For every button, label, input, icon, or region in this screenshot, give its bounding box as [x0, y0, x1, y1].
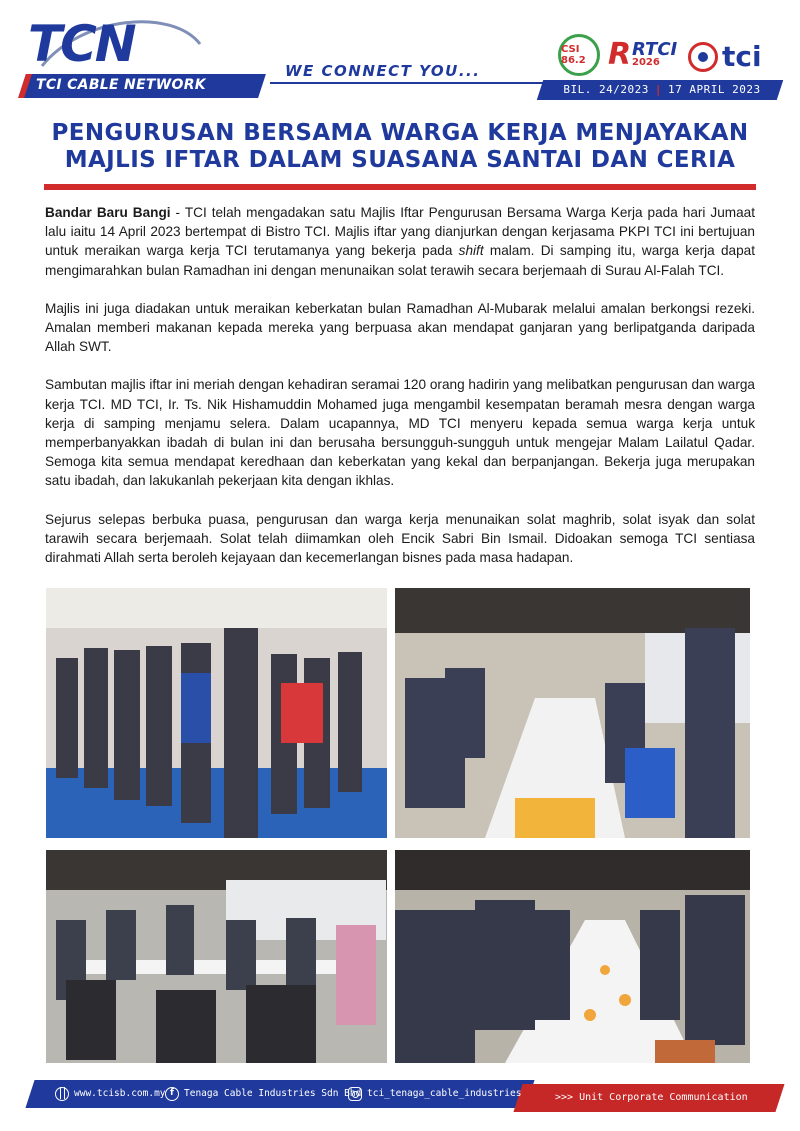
instagram-text: tci_tenaga_cable_industries	[367, 1088, 522, 1099]
article-title	[40, 120, 760, 174]
photo-long-table	[395, 850, 750, 1063]
paragraph-1-emphasis: shift	[458, 243, 484, 259]
issue-info	[548, 82, 776, 98]
paragraph-1-text-b: malam. Di samping itu, warga kerja dapat mengimarahkan bulan Ramadhan ini dengan menunaikan solat terawih secara berjemaah di Surau Al-Falah TCI.	[45, 243, 755, 278]
logo-wordmark: TCN	[28, 15, 135, 73]
footer-website[interactable]	[55, 1086, 166, 1102]
title-line-2: MAJLIS IFTAR DALAM SUASANA SANTAI DAN CERIA	[64, 147, 736, 173]
tci-ring-icon	[688, 42, 718, 72]
rtci-year: 2026	[632, 57, 660, 68]
photo-speech	[395, 588, 750, 838]
tci-logo	[688, 40, 778, 74]
footer-instagram[interactable]	[348, 1086, 521, 1102]
tcn-logo	[22, 14, 272, 100]
logo-banner-text: TCI CABLE NETWORK	[36, 77, 206, 93]
rtci-label: RTCI	[632, 39, 678, 60]
csi-badge: CSI 86.2	[558, 34, 600, 76]
article-body	[45, 203, 755, 586]
footer-facebook[interactable]	[165, 1086, 361, 1102]
tagline-rule	[270, 82, 560, 84]
paragraph-1	[45, 203, 755, 280]
title-line-1: PENGURUSAN BERSAMA WARGA KERJA MENJAYAKAN	[51, 120, 749, 146]
footer-unit-label: >>> Unit Corporate Communication	[555, 1092, 748, 1103]
rtci-r-mark-icon: R	[608, 37, 632, 72]
paragraph-4: Sejurus selepas berbuka puasa, pengurusan dan warga kerja menunaikan solat maghrib, solat isyak dan solat tarawih secara berjemaah. Solat telah diimamkan oleh Encik Sabri Bin Ismail. Didoakan semoga TCI sentiasa dirahmati Allah serta beroleh kejayaan dan kecemerlangan bisnes pada masa hadapan.	[45, 511, 755, 566]
paragraph-2: Majlis ini juga diadakan untuk meraikan keberkatan bulan Ramadhan Al-Mubarak melalui amalan berkongsi rezeki. Amalan memberi makanan kepada mereka yang berpuasa akan mendapat ganjaran yang berlipatganda daripada Allah SWT.	[45, 300, 755, 355]
paragraph-3: Sambutan majlis iftar ini meriah dengan kehadiran seramai 120 orang hadirin yang melibatkan pengurusan dan warga kerja TCI. MD TCI, Ir. Ts. Nik Hishamuddin Mohamed juga mengambil kesempatan beramah mesra dengan warga kerja di samping menjamu selera. Dalam ucapannya, MD TCI menyeru kepada semua warga kerja untuk memperbanyakkan ibadah di bulan ini dan berusaha bersungguh-sungguh untuk mengejar Malam Lailatul Qadar. Semoga kita semua mendapat keredhaan dan keberkatan yang kekal dan berpanjangan. Bekerja juga merupakan satu ibadah, dan lakukanlah pekerjaan kita dengan ikhlas.	[45, 377, 755, 489]
rtci-badge	[608, 38, 680, 72]
title-underline	[44, 184, 756, 190]
facebook-text: Tenaga Cable Industries Sdn Bhd	[184, 1088, 362, 1099]
issue-date: 17 APRIL 2023	[668, 83, 761, 96]
photo-dining-hall	[46, 850, 387, 1063]
issue-separator: |	[654, 83, 662, 96]
globe-icon	[55, 1087, 69, 1101]
tagline: WE CONNECT YOU...	[285, 62, 481, 80]
tci-wordmark: tci	[722, 40, 762, 73]
dateline: Bandar Baru Bangi	[45, 205, 171, 220]
photo-prayer	[46, 588, 387, 838]
issue-number: BIL. 24/2023	[563, 83, 649, 96]
facebook-icon: f	[165, 1087, 179, 1101]
newsletter-header	[0, 0, 800, 110]
website-text: www.tcisb.com.my	[74, 1088, 166, 1099]
instagram-icon	[348, 1087, 362, 1101]
paragraph-1-text-a: - TCI telah mengadakan satu Majlis Iftar Pengurusan Bersama Warga Kerja pada hari Jumaat lalu iaitu 14 April 2023 bertempat di Bistro TCI. Majlis iftar yang dianjurkan dengan kerjasama PKPI TCI ini bertujuan untuk meraikan warga kerja TCI terutamanya yang bekerja pada	[45, 205, 756, 259]
